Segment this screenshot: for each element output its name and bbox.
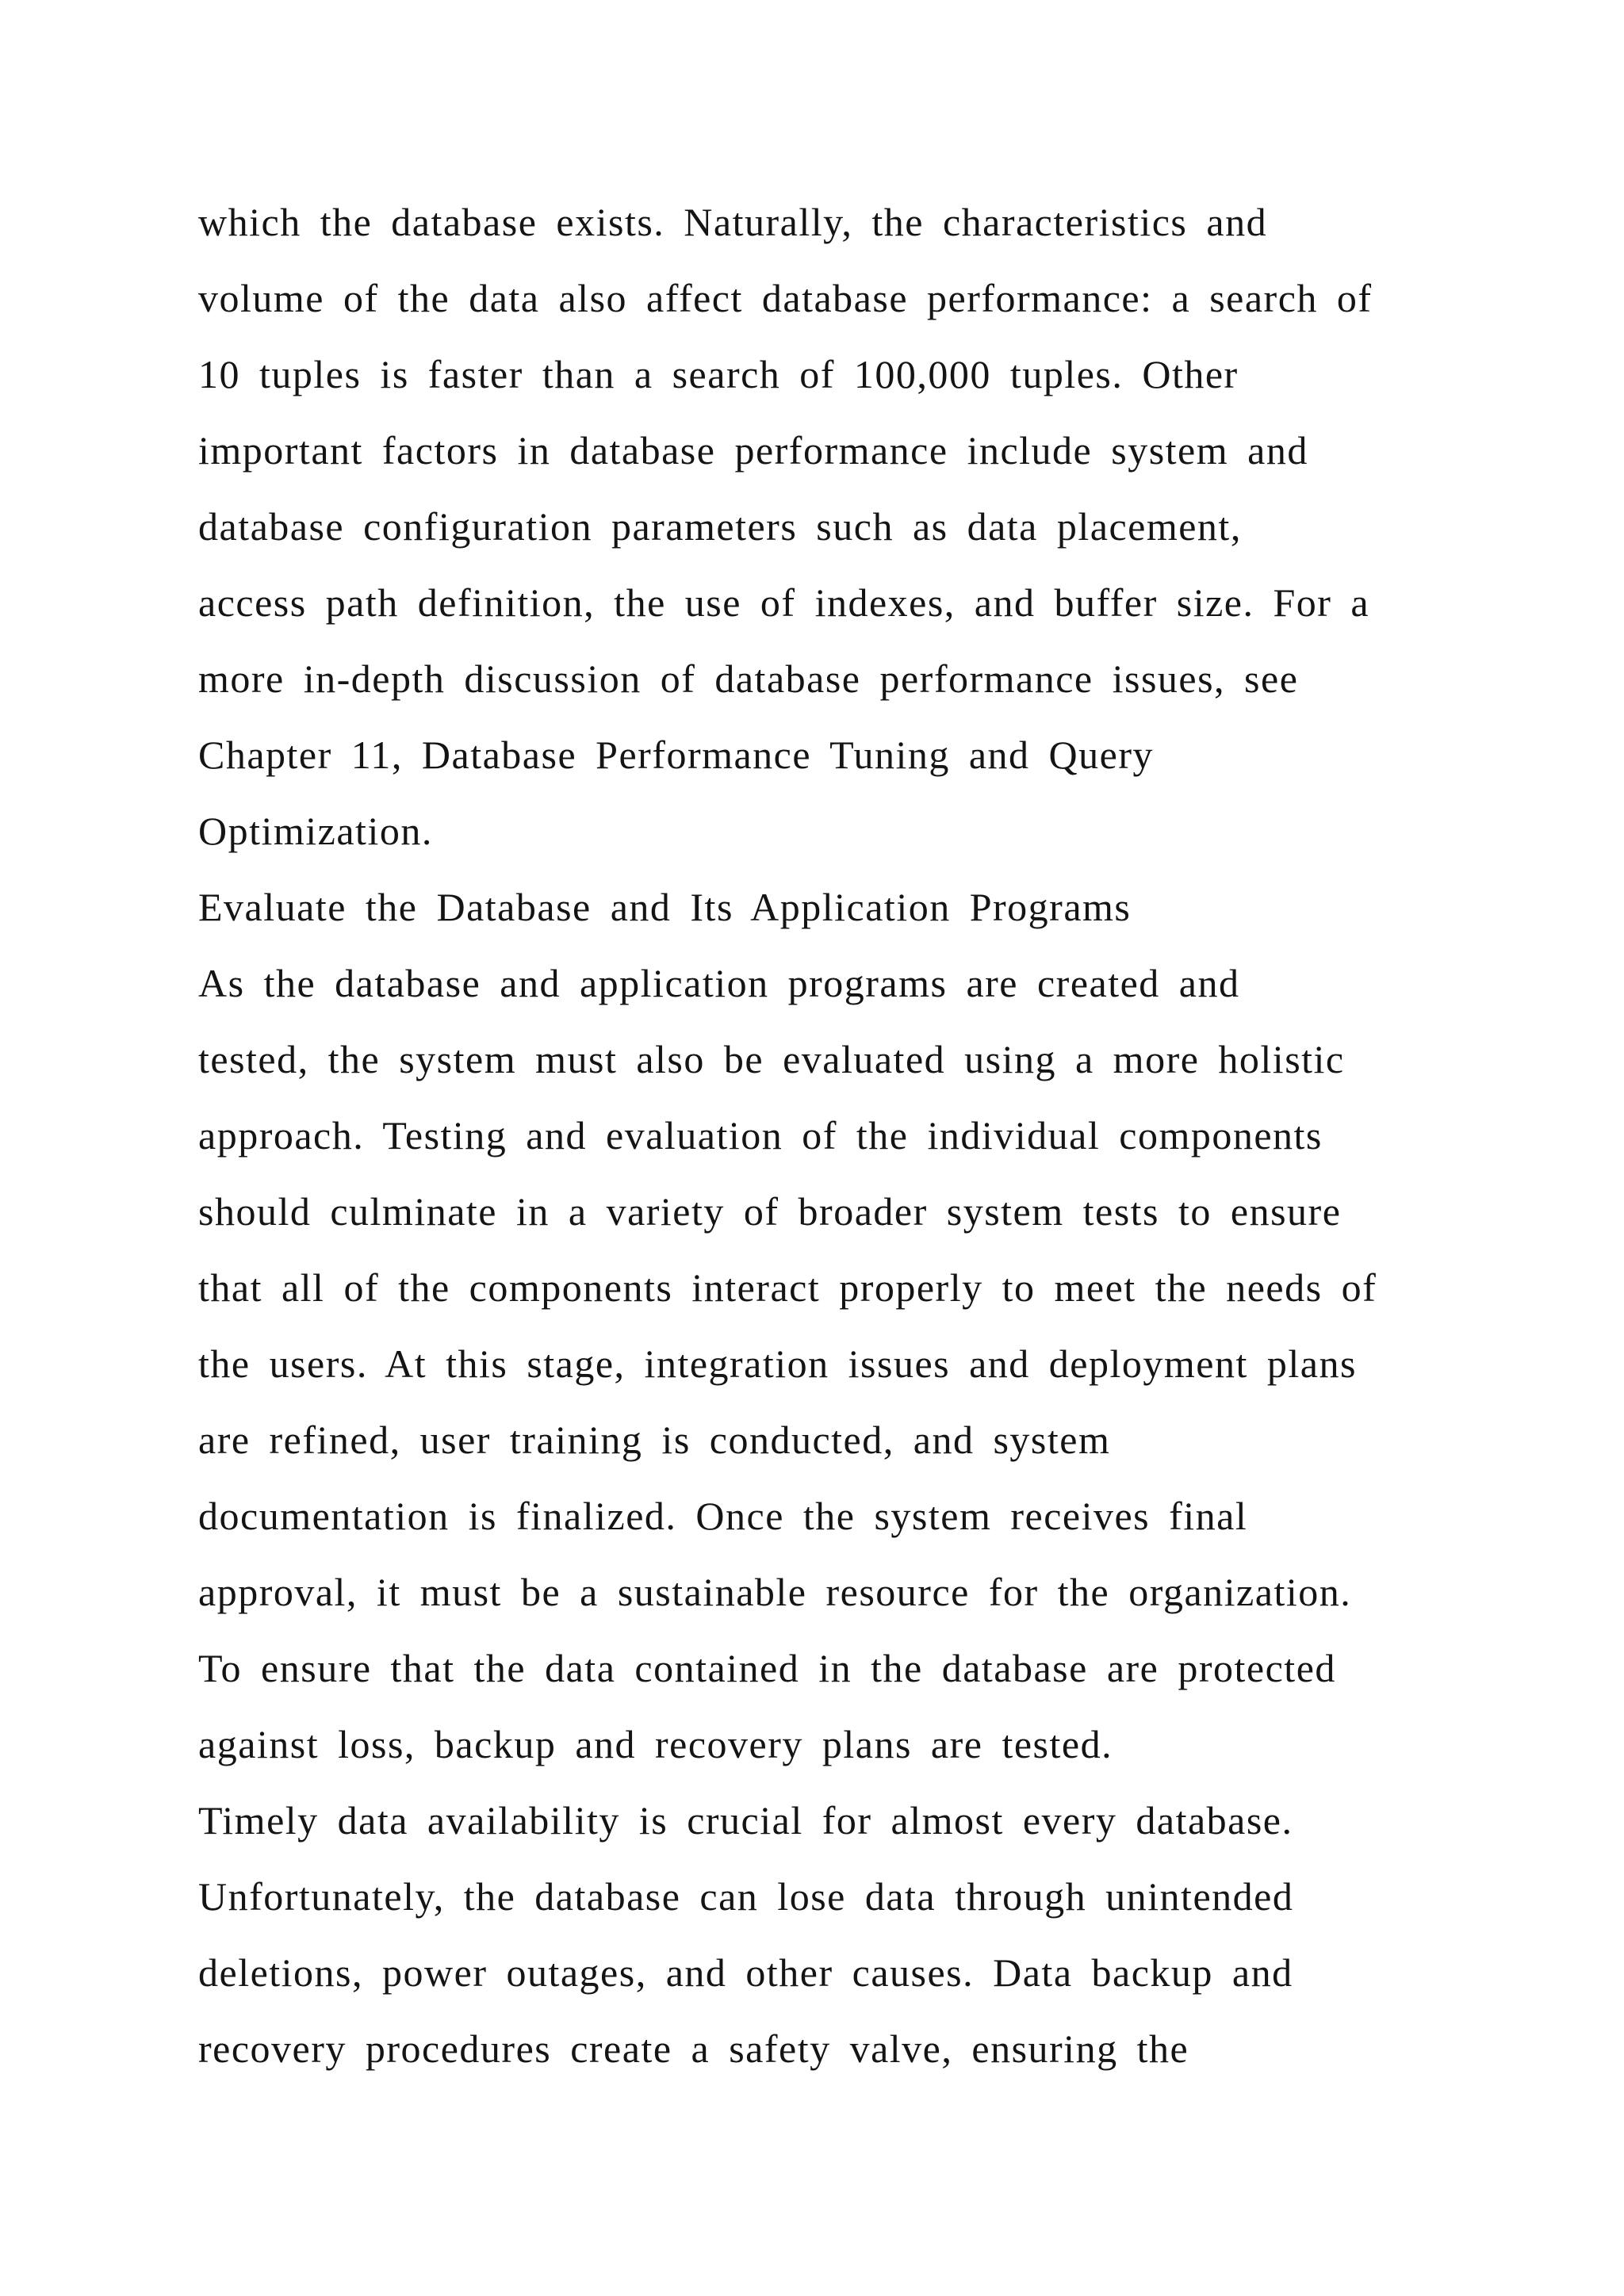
text-line: which the database exists. Naturally, the characteristics and: [198, 200, 1268, 244]
text-line: Chapter 11, Database Performance Tuning and Query: [198, 733, 1154, 777]
text-line: tested, the system must also be evaluated using a more holistic: [198, 1037, 1345, 1081]
text-line: Unfortunately, the database can lose data through unintended: [198, 1874, 1294, 1919]
text-line: Optimization.: [198, 809, 433, 853]
section-heading: Evaluate the Database and Its Application Programs: [198, 885, 1132, 929]
text-line: database configuration parameters such as data placement,: [198, 504, 1242, 549]
text-line: approach. Testing and evaluation of the individual components: [198, 1113, 1323, 1158]
text-line: 10 tuples is faster than a search of 100,000 tuples. Other: [198, 352, 1239, 396]
text-line: recovery procedures create a safety valve, ensuring the: [198, 2026, 1189, 2071]
text-line: should culminate in a variety of broader system tests to ensure: [198, 1189, 1342, 1234]
text-line: access path definition, the use of indexes, and buffer size. For a: [198, 580, 1370, 625]
text-line: that all of the components interact properly to meet the needs of: [198, 1265, 1377, 1310]
text-line: the users. At this stage, integration issues and deployment plans: [198, 1341, 1357, 1386]
text-line: are refined, user training is conducted, and system: [198, 1418, 1111, 1462]
text-line: against loss, backup and recovery plans are tested.: [198, 1722, 1113, 1766]
text-line: documentation is finalized. Once the system receives final: [198, 1494, 1248, 1538]
text-line: approval, it must be a sustainable resource for the organization.: [198, 1570, 1352, 1614]
text-line: important factors in database performance include system and: [198, 428, 1308, 473]
text-line: As the database and application programs are created and: [198, 961, 1240, 1005]
body-text: [198, 194, 1562, 2097]
text-line: deletions, power outages, and other causes. Data backup and: [198, 1950, 1293, 1995]
text-line: To ensure that the data contained in the database are protected: [198, 1646, 1336, 1690]
text-line: volume of the data also affect database performance: a search of: [198, 276, 1373, 320]
text-line: more in-depth discussion of database performance issues, see: [198, 656, 1299, 701]
text-line: Timely data availability is crucial for almost every database.: [198, 1798, 1293, 1843]
